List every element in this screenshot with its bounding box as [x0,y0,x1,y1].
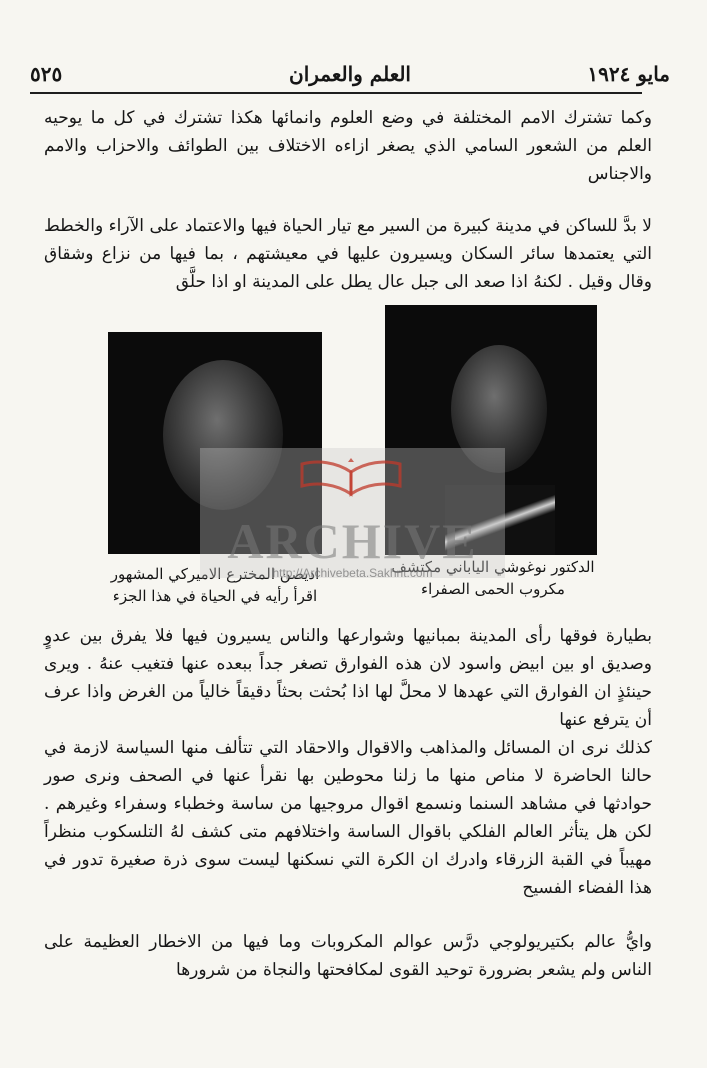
paragraph-1: وكما تشترك الامم المختلفة في وضع العلوم وانمائها هكذا تشترك في كل ما يوحيه العلم من الشعور السامي الذي يصغر ازاءه الاختلاف بين الطوائف والاحزاب والامم والاجناس [44,108,652,184]
paragraph-2: لا بدَّ للساكن في مدينة كبيرة من السير مع تيار الحياة فيها والاعتماد على الآراء والخطط التي يعتمدها سائر السكان ويسيرون عليها في معيشتهم ، بما فيها من نزاع وشقاق وقال وقيل . لكنهُ اذا صعد الى جبل عال يطل على المدينة او اذا حلَّق [44,216,652,292]
issue-date: مايو ١٩٢٤ [587,62,670,86]
running-head [30,58,670,92]
paragraph-4: كذلك نرى ان المسائل والمذاهب والاقوال والاحقاد التي تتألف منها السياسة لازمة في حالنا الحاضرة لا مناص منها ما زلنا محوطين بها نقرأ عنها في الصحف ونرى صور حوادثها في مشاهد السنما ونسمع اقوال مروجيها من ساسة وخطباء وسفراء وغيرهم . لكن هل يتأثر العالم الفلكي باقوال الساسة واختلافهم متى كشف لهُ التلسكوب منظراً مهيباً في القبة الزرقاء وادرك ان الكرة التي نسكنها ليست سوى ذرة صغيرة تدور في هذا الفضاء الفسيح [44,738,652,898]
archive-watermark [200,448,505,578]
watermark-text: ARCHIVE [227,513,478,569]
page-number: ٥٢٥ [30,62,63,86]
caption-line: اقرأ رأيه في الحياة في هذا الجزء [112,587,318,605]
caption-line: اديصن المخترع الاميركي المشهور [110,565,320,583]
paragraph-5: وايُّ عالم بكتيريولوجي درَّس عوالم المكروبات وما فيها من الاخطار العظيمة على الناس ولم يشعر بضرورة توحيد القوى لمكافحتها والنجاة من شرورها [44,932,652,980]
running-title: العلم والعمران [289,62,411,86]
header-rule [30,92,642,94]
paragraph-3: بطيارة فوقها رأى المدينة بمبانيها وشوارعها والناس يسيرون فيها فلا يفرق بين عدوٍ وصديق او بين ابيض واسود لان هذه الفوارق تصغر جداً ببعده عنها فتغيب عنهُ . ويرى حينئذٍ ان الفوارق التي عهدها لا محلَّ لها اذا بُحثت بحثاً دقيقاً خالياً من الغرض واذا عرف أن يترفع عنها [44,626,652,730]
caption-line: الدكتور نوغوشي الياباني مكتشف [391,558,595,576]
caption-line: مكروب الحمى الصفراء [421,580,565,598]
watermark-url: http://Archivebeta.Sakhrit.com [272,566,433,580]
open-book-icon [296,458,406,498]
